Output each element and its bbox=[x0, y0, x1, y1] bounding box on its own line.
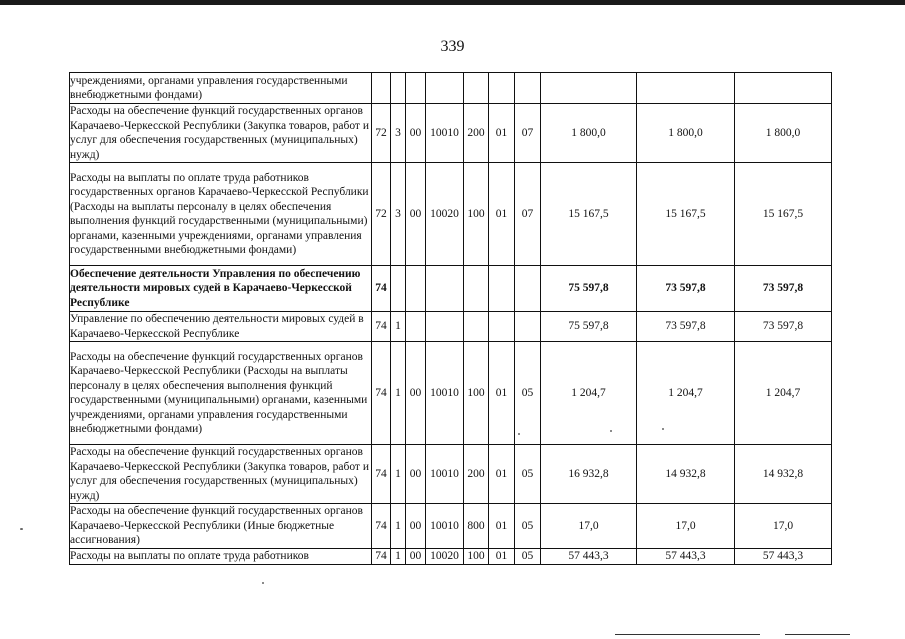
amount-cell: 73 597,8 bbox=[637, 266, 735, 312]
code-cell: 1 bbox=[391, 342, 406, 445]
code-cell: 00 bbox=[406, 549, 426, 565]
code-cell: 01 bbox=[489, 549, 515, 565]
table-row bbox=[70, 163, 832, 266]
amount-cell bbox=[735, 73, 832, 104]
code-cell: 74 bbox=[372, 312, 391, 342]
code-cell: 05 bbox=[515, 549, 541, 565]
amount-cell: 73 597,8 bbox=[735, 266, 832, 312]
row-description: Управление по обеспечению деятельности мировых судей в Карачаево-Черкесской Республике bbox=[70, 312, 372, 342]
code-cell bbox=[464, 266, 489, 312]
amount-cell: 57 443,3 bbox=[541, 549, 637, 565]
code-cell: 100 bbox=[464, 342, 489, 445]
code-cell: 00 bbox=[406, 163, 426, 266]
amount-cell: 1 800,0 bbox=[637, 104, 735, 163]
scan-speck bbox=[518, 433, 520, 435]
amount-cell: 1 800,0 bbox=[541, 104, 637, 163]
amount-cell: 17,0 bbox=[637, 504, 735, 549]
code-cell: 01 bbox=[489, 504, 515, 549]
code-cell bbox=[406, 266, 426, 312]
code-cell: 3 bbox=[391, 104, 406, 163]
scan-edge-bottom bbox=[615, 634, 760, 635]
scan-speck bbox=[610, 430, 612, 432]
amount-cell: 73 597,8 bbox=[637, 312, 735, 342]
row-description: Обеспечение деятельности Управления по обеспечению деятельности мировых судей в Карачаево-Черкесской Республике bbox=[70, 266, 372, 312]
code-cell: 05 bbox=[515, 504, 541, 549]
amount-cell: 17,0 bbox=[541, 504, 637, 549]
code-cell: 74 bbox=[372, 504, 391, 549]
code-cell bbox=[426, 312, 464, 342]
code-cell: 1 bbox=[391, 504, 406, 549]
table-row bbox=[70, 73, 832, 104]
code-cell: 10010 bbox=[426, 445, 464, 504]
code-cell: 00 bbox=[406, 342, 426, 445]
code-cell: 1 bbox=[391, 549, 406, 565]
code-cell bbox=[391, 266, 406, 312]
code-cell: 01 bbox=[489, 163, 515, 266]
amount-cell bbox=[541, 73, 637, 104]
code-cell: 800 bbox=[464, 504, 489, 549]
code-cell: 01 bbox=[489, 104, 515, 163]
code-cell: 10010 bbox=[426, 342, 464, 445]
row-description: Расходы на обеспечение функций государственных органов Карачаево-Черкесской Республики (Закупка товаров, работ и услуг для обеспечения государственных (муниципальных) нужд) bbox=[70, 445, 372, 504]
code-cell bbox=[464, 73, 489, 104]
table-row bbox=[70, 342, 832, 445]
amount-cell: 15 167,5 bbox=[541, 163, 637, 266]
amount-cell: 1 204,7 bbox=[637, 342, 735, 445]
row-description: Расходы на выплаты по оплате труда работников bbox=[70, 549, 372, 565]
code-cell: 10010 bbox=[426, 504, 464, 549]
code-cell: 01 bbox=[489, 445, 515, 504]
code-cell: 74 bbox=[372, 342, 391, 445]
code-cell: 05 bbox=[515, 445, 541, 504]
amount-cell: 75 597,8 bbox=[541, 266, 637, 312]
scan-speck bbox=[262, 582, 264, 584]
code-cell: 200 bbox=[464, 104, 489, 163]
code-cell bbox=[515, 73, 541, 104]
code-cell: 07 bbox=[515, 163, 541, 266]
code-cell bbox=[489, 312, 515, 342]
table-row bbox=[70, 504, 832, 549]
table-row bbox=[70, 312, 832, 342]
code-cell bbox=[406, 312, 426, 342]
amount-cell: 1 204,7 bbox=[541, 342, 637, 445]
code-cell bbox=[426, 266, 464, 312]
code-cell: 00 bbox=[406, 504, 426, 549]
amount-cell: 75 597,8 bbox=[541, 312, 637, 342]
code-cell: 01 bbox=[489, 342, 515, 445]
amount-cell: 15 167,5 bbox=[637, 163, 735, 266]
code-cell: 10010 bbox=[426, 104, 464, 163]
code-cell: 72 bbox=[372, 163, 391, 266]
amount-cell: 17,0 bbox=[735, 504, 832, 549]
row-description: Расходы на обеспечение функций государственных органов Карачаево-Черкесской Республики (Закупка товаров, работ и услуг для обеспечения государственных (муниципальных) нужд) bbox=[70, 104, 372, 163]
code-cell bbox=[515, 266, 541, 312]
code-cell: 05 bbox=[515, 342, 541, 445]
table-row bbox=[70, 549, 832, 565]
code-cell bbox=[372, 73, 391, 104]
amount-cell: 14 932,8 bbox=[637, 445, 735, 504]
scan-edge-top bbox=[0, 0, 905, 5]
scan-speck bbox=[20, 528, 23, 530]
code-cell: 100 bbox=[464, 163, 489, 266]
amount-cell bbox=[637, 73, 735, 104]
amount-cell: 57 443,3 bbox=[637, 549, 735, 565]
code-cell: 1 bbox=[391, 312, 406, 342]
amount-cell: 14 932,8 bbox=[735, 445, 832, 504]
code-cell bbox=[391, 73, 406, 104]
row-description: Расходы на выплаты по оплате труда работников государственных органов Карачаево-Черкесской Республики (Расходы на выплаты персоналу в целях обеспечения выполнения функций государственными (муниципальными) органами, казенными учреждениями, органами управления государственными внебюджетными фондами) bbox=[70, 163, 372, 266]
code-cell: 74 bbox=[372, 266, 391, 312]
code-cell: 3 bbox=[391, 163, 406, 266]
code-cell: 100 bbox=[464, 549, 489, 565]
code-cell: 74 bbox=[372, 445, 391, 504]
code-cell bbox=[489, 73, 515, 104]
table-row bbox=[70, 266, 832, 312]
code-cell: 10020 bbox=[426, 163, 464, 266]
code-cell: 74 bbox=[372, 549, 391, 565]
amount-cell: 73 597,8 bbox=[735, 312, 832, 342]
budget-table bbox=[69, 72, 832, 565]
amount-cell: 16 932,8 bbox=[541, 445, 637, 504]
code-cell: 00 bbox=[406, 104, 426, 163]
scan-edge-bottom bbox=[785, 634, 850, 635]
code-cell bbox=[406, 73, 426, 104]
amount-cell: 1 800,0 bbox=[735, 104, 832, 163]
table-row bbox=[70, 445, 832, 504]
code-cell: 00 bbox=[406, 445, 426, 504]
row-description: Расходы на обеспечение функций государственных органов Карачаево-Черкесской Республики (Иные бюджетные ассигнования) bbox=[70, 504, 372, 549]
row-description: учреждениями, органами управления государственными внебюджетными фондами) bbox=[70, 73, 372, 104]
code-cell: 1 bbox=[391, 445, 406, 504]
code-cell: 10020 bbox=[426, 549, 464, 565]
amount-cell: 57 443,3 bbox=[735, 549, 832, 565]
code-cell bbox=[515, 312, 541, 342]
code-cell: 72 bbox=[372, 104, 391, 163]
amount-cell: 15 167,5 bbox=[735, 163, 832, 266]
row-description: Расходы на обеспечение функций государственных органов Карачаево-Черкесской Республики (Расходы на выплаты персоналу в целях обеспечения выполнения функций государственными (муниципальными) органами, казенными учреждениями, органами управления государственными внебюджетными фондами) bbox=[70, 342, 372, 445]
code-cell bbox=[489, 266, 515, 312]
scan-speck bbox=[662, 428, 664, 430]
amount-cell: 1 204,7 bbox=[735, 342, 832, 445]
code-cell bbox=[464, 312, 489, 342]
code-cell bbox=[426, 73, 464, 104]
page-number: 339 bbox=[440, 38, 465, 55]
code-cell: 07 bbox=[515, 104, 541, 163]
code-cell: 200 bbox=[464, 445, 489, 504]
table-row bbox=[70, 104, 832, 163]
